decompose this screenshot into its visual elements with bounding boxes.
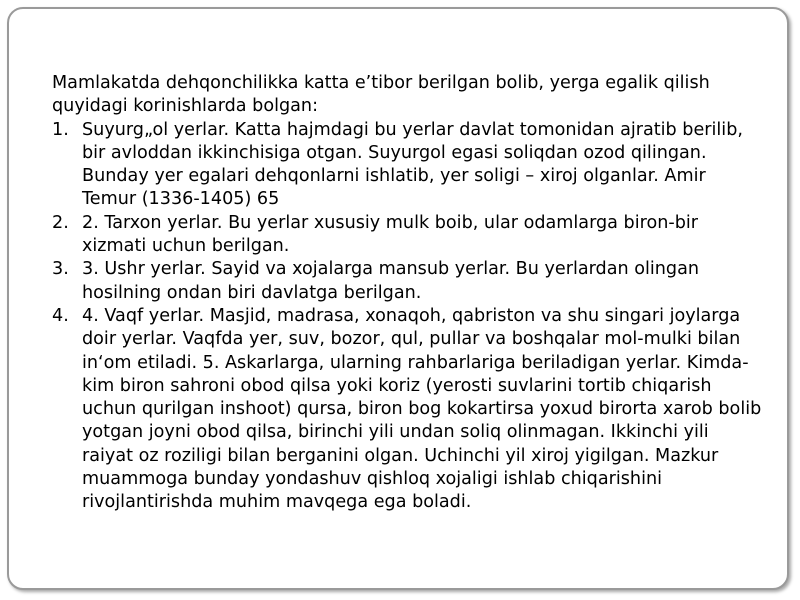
list-item-text: 3. Ushr yerlar. Sayid va xojalarga mansub yerlar. Bu yerlardan olingan hosilning ondan biri davlatga berilgan. <box>82 259 700 303</box>
list-item <box>52 258 764 305</box>
list-item-number: 4. <box>52 305 69 326</box>
list-item <box>52 305 764 515</box>
list-item-text: Suyurg„ol yerlar. Katta hajmdagi bu yerlar davlat tomonidan ajratib berilib, bir avloddan ikkinchisiga otgan. Suyurgol egasi soliqdan ozod qilingan. Bunday yer egalari dehqonlarni ishlatib, yer soligi – xiroj olganlar. Amir Temur (1336-1405) 65 <box>82 119 743 210</box>
slide-content <box>52 72 764 515</box>
list-item-number: 2. <box>52 212 69 233</box>
list-item-number: 3. <box>52 259 69 280</box>
list-item-text: 2. Tarxon yerlar. Bu yerlar xususiy mulk boib, ular odamlarga biron-bir xizmati uchun berilgan. <box>82 212 699 257</box>
list-item-text: 4. Vaqf yerlar. Masjid, madrasa, xonaqoh, qabriston va shu singari joylarga doir yerlar. Vaqfda yer, suv, bozor, qul, pullar va boshqalar mol-mulki bilan in‘om etiladi. 5. Askarlarga, ularning rahbarlariga beriladigan yerlar. Kimda-kim biron sahroni obod qilsa yoki koriz (yerosti suvlarini tortib chiqarish uchun qurilgan inshoot) qursa, biron bog kokartirsa yoxud birorta xarob bolib yotgan joyni obod qilsa, birinchi yili undan soliq olinmagan. Ikkinchi yili raiyat oz roziligi bilan berganini olgan. Uchinchi yil xiroj yigilgan. Mazkur muammoga bunday yondashuv qishloq xojaligi ishlab chiqarishini rivojlantirishda muhim mavqega ega boladi. <box>82 305 762 513</box>
list-item <box>52 212 764 259</box>
land-types-list <box>52 119 764 515</box>
intro-paragraph: Mamlakatda dehqonchilikka katta e’tibor berilgan bolib, yerga egalik qilish quyidagi korinishlarda bolgan: <box>52 73 710 117</box>
list-item <box>52 119 764 212</box>
list-item-number: 1. <box>52 119 69 140</box>
